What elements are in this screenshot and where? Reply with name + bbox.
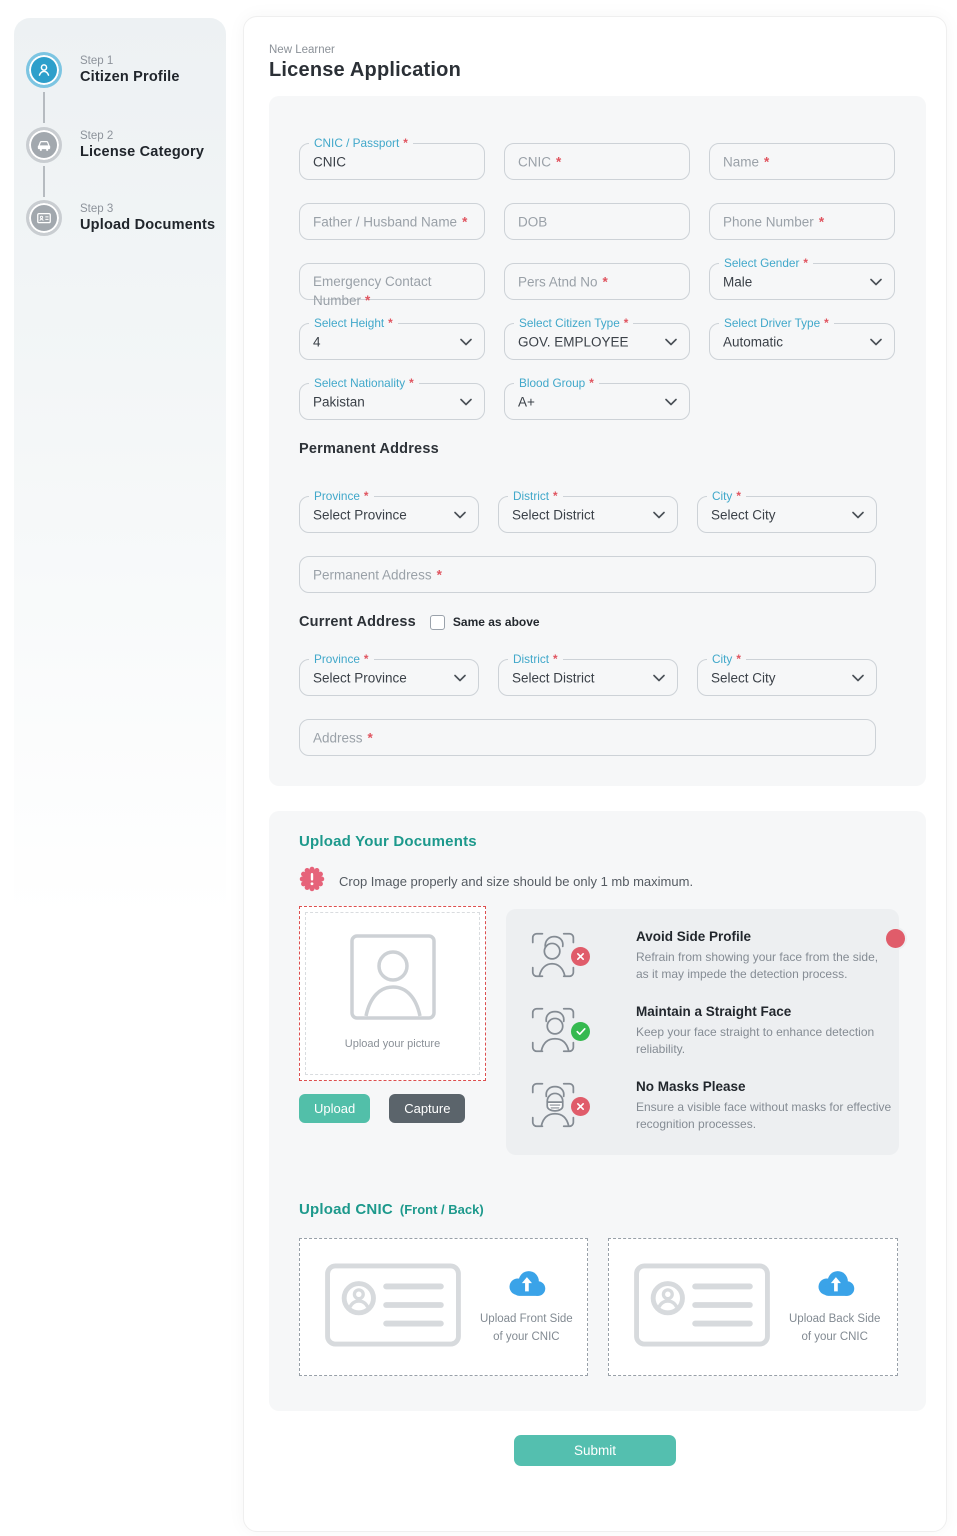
step-label: Upload Documents [80,217,216,233]
field-value: Pakistan [313,394,365,409]
field-placeholder: Permanent Address * [313,567,442,582]
chevron-down-icon [665,398,677,406]
guideline-description: Ensure a visible face without masks for effective recognition processes. [636,1100,892,1132]
field-value: CNIC [313,154,346,169]
permanent-city-select[interactable] [697,489,877,533]
profile-fields-grid [299,136,895,420]
field-label: District * [508,652,563,666]
step-number: Step 1 [80,55,114,67]
car-icon [26,127,62,163]
height-select[interactable] [299,316,485,360]
current-province-select[interactable] [299,652,479,696]
blood-group-select[interactable] [504,376,690,420]
submit-button[interactable]: Submit [514,1435,676,1466]
upload-cnic-heading [299,1201,484,1218]
guideline-straight-face [526,1002,879,1060]
phone-number-input[interactable] [709,203,895,240]
chevron-down-icon [454,674,466,682]
sidebar-item-step3-upload-documents[interactable] [26,200,215,236]
user-icon [26,52,62,88]
guideline-title: Maintain a Straight Face [636,1004,792,1019]
permanent-address-heading: Permanent Address [299,441,439,457]
error-x-icon [571,1097,590,1116]
pers-atnd-no-input[interactable] [504,263,690,300]
field-value: Automatic [723,334,784,349]
chevron-down-icon [460,398,472,406]
chevron-down-icon [852,674,864,682]
chevron-down-icon [852,511,864,519]
citizen-type-select[interactable] [504,316,690,360]
page-title: License Application [269,59,461,81]
photo-upload-caption: Upload your picture [344,1038,441,1050]
chevron-down-icon [460,338,472,346]
step-number: Step 2 [80,130,114,142]
guideline-title: No Masks Please [636,1079,746,1094]
cnic-input[interactable] [504,143,690,180]
chevron-down-icon [870,278,882,286]
permanent-address-grid [299,489,877,533]
father-husband-name-input[interactable] [299,203,485,240]
field-value: Male [723,274,753,289]
upload-button[interactable]: Upload [299,1094,370,1123]
field-label: Province * [309,489,374,503]
same-as-above-checkbox-row[interactable] [430,615,540,630]
field-label: Select Gender * [719,256,813,270]
current-city-select[interactable] [697,652,877,696]
cloud-upload-icon [813,1268,857,1305]
upload-cnic-heading-suffix: (Front / Back) [399,1202,484,1217]
error-x-icon [571,947,590,966]
current-address-input[interactable] [299,719,876,756]
cnic-passport-select[interactable] [299,136,485,180]
field-placeholder: Father / Husband Name * [313,214,468,229]
step-label: License Category [80,144,205,160]
step-number: Step 3 [80,203,114,215]
field-label: Select Citizen Type * [514,316,633,330]
guideline-no-masks [526,1077,892,1135]
success-check-icon [571,1022,590,1041]
field-value: Select District [512,507,595,522]
field-placeholder: Phone Number * [723,214,825,229]
chevron-down-icon [454,511,466,519]
page-eyebrow: New Learner [269,44,335,56]
field-placeholder: CNIC * [518,154,562,169]
permanent-province-select[interactable] [299,489,479,533]
crop-image-note-text: Crop Image properly and size should be only 1 mb maximum. [339,874,694,889]
sidebar-item-step2-license-category[interactable] [26,127,204,163]
field-value: Select City [711,507,776,522]
field-placeholder: DOB [518,214,548,229]
name-input[interactable] [709,143,895,180]
field-placeholder: Pers Atnd No * [518,274,608,289]
field-label: City * [707,489,746,503]
current-address-grid [299,652,877,696]
field-value: Select City [711,670,776,685]
photo-upload-inner [305,912,480,1075]
field-value: Select Province [313,507,407,522]
field-value: A+ [518,394,535,409]
guideline-avoid-side-profile [526,927,879,985]
guideline-description: Refrain from showing your face from the side, as it may impede the detection process. [636,950,879,982]
capture-button[interactable]: Capture [389,1094,465,1123]
current-district-select[interactable] [498,652,678,696]
step-connector [43,166,45,197]
field-label: Select Height * [309,316,398,330]
cnic-front-upload-dropzone[interactable] [299,1238,588,1376]
citizen-profile-form-panel [269,96,926,786]
guideline-title: Avoid Side Profile [636,929,752,944]
cloud-upload-icon [504,1268,548,1305]
field-value: 4 [313,334,321,349]
nationality-select[interactable] [299,376,485,420]
cnic-front-inner [308,1247,579,1367]
sidebar-item-step1-citizen-profile[interactable] [26,52,180,88]
field-placeholder: Emergency Contact Number * [313,274,432,308]
dob-input[interactable] [504,203,690,240]
step-connector [43,92,45,123]
photo-guidelines-panel [506,909,899,1155]
main-content-card [243,16,947,1532]
cnic-front-caption: Upload Front Side of your CNIC [480,1313,573,1343]
field-label: CNIC / Passport * [309,136,413,150]
chevron-down-icon [665,338,677,346]
field-value: Select District [512,670,595,685]
cnic-back-inner [617,1247,889,1367]
alert-badge-icon [299,866,325,897]
current-address-header-row [299,614,540,630]
permanent-district-select[interactable] [498,489,678,533]
crop-image-note [299,866,693,897]
cnic-back-caption: Upload Back Side of your CNIC [789,1313,881,1343]
field-label: Province * [309,652,374,666]
chevron-down-icon [653,511,665,519]
field-label: Blood Group * [514,376,599,390]
upload-documents-panel [269,811,926,1411]
field-placeholder: Address * [313,730,373,745]
photo-upload-dropzone[interactable] [299,906,486,1081]
permanent-address-input[interactable] [299,556,876,593]
field-label: City * [707,652,746,666]
cnic-back-upload-dropzone[interactable] [608,1238,898,1376]
gender-select[interactable] [709,256,895,300]
id-card-icon [26,200,62,236]
error-x-icon [886,929,905,948]
current-address-heading: Current Address [299,614,416,630]
same-as-above-checkbox[interactable] [430,615,445,630]
field-placeholder: Name * [723,154,770,169]
steps-sidebar [14,18,226,918]
field-value: GOV. EMPLOYEE [518,334,629,349]
cnic-card-icon [633,1263,771,1352]
upload-cnic-heading-main: Upload CNIC [299,1201,393,1218]
same-as-above-label: Same as above [452,615,540,629]
guideline-description: Keep your face straight to enhance detection reliability. [636,1025,875,1057]
upload-documents-heading: Upload Your Documents [299,833,477,850]
field-label: Select Nationality * [309,376,419,390]
chevron-down-icon [870,338,882,346]
person-photo-placeholder-icon [345,929,441,1030]
step-label: Citizen Profile [80,69,180,85]
emergency-contact-input[interactable] [299,263,485,308]
field-label: Select Driver Type * [719,316,834,330]
driver-type-select[interactable] [709,316,895,360]
chevron-down-icon [653,674,665,682]
field-label: District * [508,489,563,503]
cnic-card-icon [324,1263,462,1352]
field-value: Select Province [313,670,407,685]
